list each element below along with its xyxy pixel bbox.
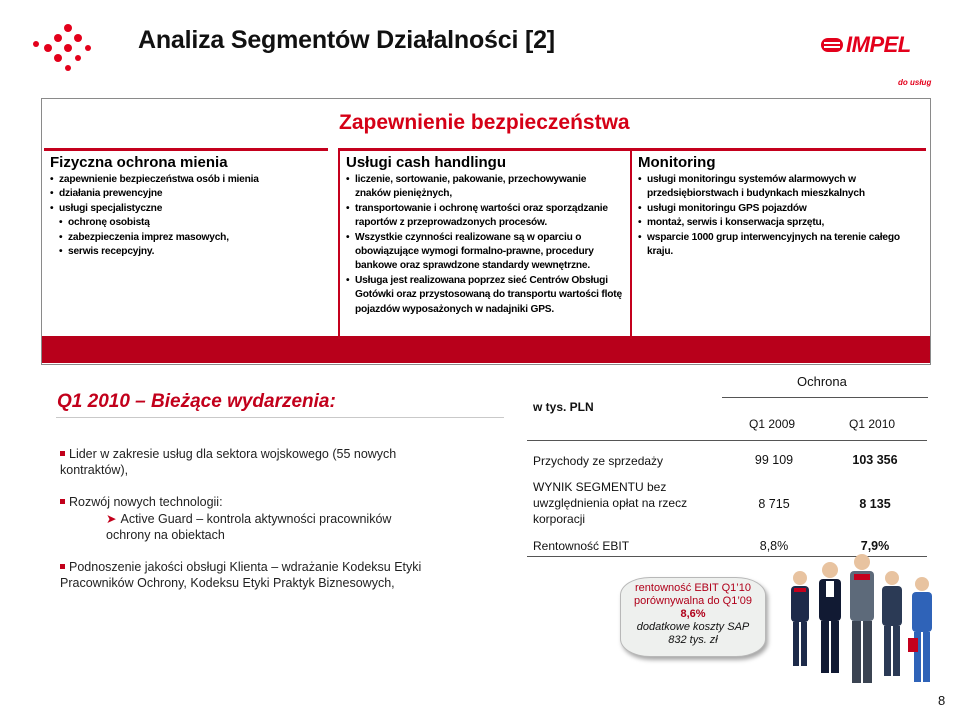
events-item [60,446,440,478]
list-item: • Usługa jest realizowana poprzez sieć Centrów Obsługi Gotówki oraz przystosowaną do transportu wartości flotę pojazdów wyposażonych w nadajniki GPS. [346,274,624,317]
table-cell: 99 109 [754,453,794,467]
events-item-text: Rozwój nowych technologii: [69,495,223,509]
table-cell: 8 715 [758,497,790,511]
table-cell: 103 356 [852,453,898,467]
list-item: • transportowanie i ochronę wartości oraz sporządzanie raportów z przeprowadzonych procesów. [346,202,624,231]
callout-line: dodatkowe koszty SAP [636,621,750,633]
list-item: • zapewnienie bezpieczeństwa osób i mienia [50,173,322,187]
callout-line: rentowność EBIT Q1’10 [635,582,751,594]
bullet-list [346,173,624,317]
staff-figure-icon [819,562,841,673]
list-item: • montaż, serwis i konserwacja sprzętu, [638,216,920,230]
table-group-header: Ochrona [797,374,847,389]
column-cash-handling [338,148,632,339]
table-unit-label: w tys. PLN [533,400,594,414]
list-item: • ochronę osobistą [50,216,322,230]
security-box-title: Zapewnienie bezpieczeństwa [339,111,630,134]
staff-figure-icon [882,571,902,676]
security-box-footer-band [42,336,930,363]
callout-line: 8,6% [680,608,706,620]
events-item [60,559,460,591]
list-item: • zabezpieczenia imprez masowych, [50,231,322,245]
table-column-header: Q1 2010 [849,417,896,431]
callout-text [621,582,765,647]
staff-figure-icon [908,577,932,682]
bullet-list [50,173,322,259]
table-cell: 7,9% [860,539,890,553]
events-subitem-text: Active Guard – kontrola aktywności pracowników ochrony na obiektach [106,512,392,542]
staff-figure-icon [850,554,874,683]
table-row-label: WYNIK SEGMENTU bez uwzględnienia opłat na rzecz korporacji [533,480,688,526]
column-heading: Monitoring [638,154,716,171]
page-number: 8 [938,693,946,708]
list-item: • serwis recepcyjny. [50,245,322,259]
events-title: Q1 2010 – Bieżące wydarzenia: [57,391,336,412]
table-column-header: Q1 2009 [749,417,796,431]
divider [56,417,504,418]
table-rule [527,440,927,441]
logo-emblem-icon [820,34,844,56]
events-item-text: Podnoszenie jakości obsługi Klienta – wdrażanie Kodeksu Etyki Pracowników Ochrony, Kodeksu Etyki Praktyk Biznesowych, [60,560,422,590]
events-item-text: Lider w zakresie usług dla sektora wojskowego (55 nowych kontraktów), [60,447,397,477]
bullet-list [638,173,920,259]
impel-logo [820,32,932,90]
decorative-dots-icon [28,22,98,72]
column-monitoring [632,148,926,339]
square-bullet-icon [60,564,65,569]
ebit-callout [620,577,766,657]
logo-subtitle: do usług [898,78,932,87]
list-item: • liczenie, sortowanie, pakowanie, przechowywanie znaków pieniężnych, [346,173,624,202]
square-bullet-icon [60,451,65,456]
list-item: • Wszystkie czynności realizowane są w oparciu o obowiązujące wymogi formalno-prawne, procedury bankowe oraz sprawdzone standardy wewnętrzne. [346,231,624,274]
column-heading: Usługi cash handlingu [346,154,507,171]
column-physical-protection [44,148,328,339]
list-item: • wsparcie 1000 grup interwencyjnych na terenie całego kraju. [638,231,920,260]
table-row-label: Przychody ze sprzedaży [533,454,664,468]
table-cell: 8,8% [759,539,789,553]
column-heading: Fizyczna ochrona mienia [50,154,228,171]
events-subitem [106,511,436,543]
list-item: • usługi specjalistyczne [50,202,322,216]
list-item: • usługi monitoringu systemów alarmowych w przedsiębiorstwach i budynkach mieszkalnych [638,173,920,202]
table-row-label: Rentowność EBIT [533,539,630,553]
list-item: • działania prewencyjne [50,187,322,201]
square-bullet-icon [60,499,65,504]
table-rule [722,397,928,398]
callout-line: porównywalna do Q1’09 [633,595,753,607]
staff-figure-icon [791,571,809,666]
page-title: Analiza Segmentów Działalności [2] [138,26,555,54]
list-item: • usługi monitoringu GPS pojazdów [638,202,920,216]
events-item [60,494,460,510]
logo-text: IMPEL [846,32,911,57]
security-staff-illustration [778,548,948,713]
callout-line: 832 tys. zł [668,634,718,646]
arrow-bullet-icon: ➤ [106,512,117,526]
table-cell: 8 135 [859,497,891,511]
